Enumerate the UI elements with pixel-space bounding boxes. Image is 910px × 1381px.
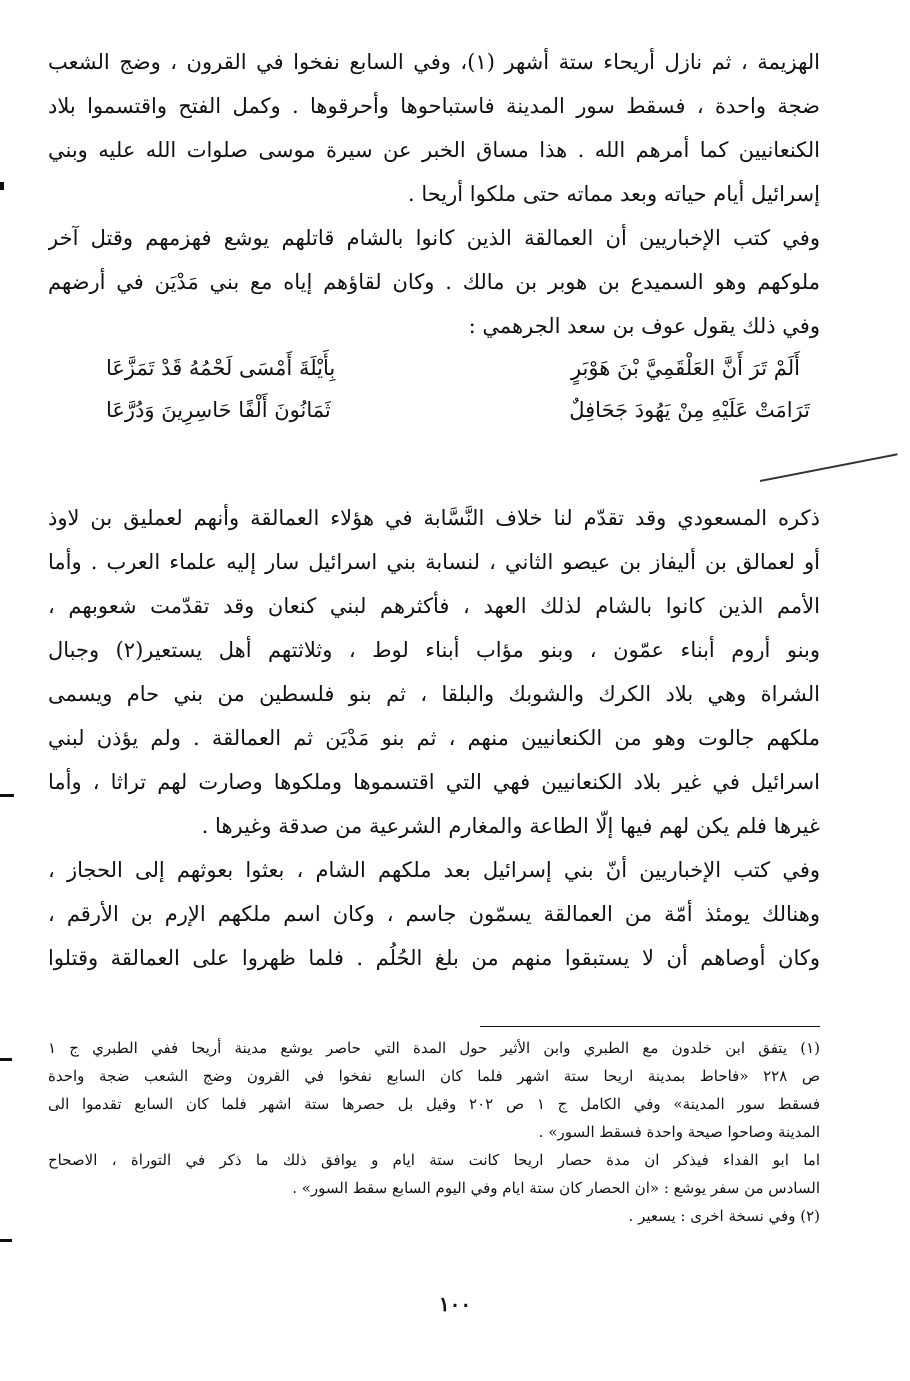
text-line: وفي كتب الإخباريين أن العمالقة الذين كانوا بالشام قاتلهم يوشع فهزمهم وقتل آخر [48, 226, 820, 250]
text-line: الهزيمة ، ثم نازل أريحاء ستة أشهر (١)، وفي السابع نفخوا في القرون ، وضج الشعب [48, 50, 820, 74]
margin-mark [0, 182, 4, 190]
footnote-line: اما ابو الفداء فيذكر ان مدة حصار اريحا كانت ستة ايام و يوافق ذلك ما ذكر في التوراة ، الاصحاح [48, 1151, 820, 1169]
text-line: وفي كتب الإخباريين أنّ بني إسرائيل بعد ملكهم الشام ، بعثوا بعوثهم إلى الحجاز ، [48, 858, 820, 882]
text-line: وهنالك يومئذ أمّة من العمالقة يسمّون جاسم ، وكان اسم ملكهم الإرم بن الأرقم ، [48, 902, 820, 926]
text-line: غيرها فلم يكن لهم فيها إلّا الطاعة والمغارم الشرعية من صدقة وغيرها . [201, 814, 820, 838]
page-number: ١٠٠ [438, 1292, 472, 1316]
text-line: الشراة وهي بلاد الكرك والشوبك والبلقا ، ثم بنو فلسطين من بني حام ويسمى [48, 682, 820, 706]
margin-mark [0, 794, 14, 797]
footnotes [48, 1034, 820, 1230]
footnote-line: فسقط سور المدينة» وفي الكامل ج ١ ص ٢٠٢ وقيل بل حصرها ستة اشهر فلما كان السابع تقدموا الى [48, 1095, 820, 1113]
main-text [48, 40, 820, 980]
footnote-line: ص ٢٢٨ «فاحاط بمدينة اريحا ستة اشهر فلما كان السابع نفخوا في القرون وضج الشعب ضجة واحدة [48, 1067, 820, 1085]
footnote-line: السادس من سفر يوشع : «ان الحصار كان ستة ايام وفي اليوم السابع سقط السور» . [292, 1179, 820, 1197]
text-line: أو لعمالق بن أليفاز بن عيصو الثاني ، لنسابة بني اسرائيل سار إليه علماء العرب . وأما [48, 550, 820, 574]
footnote-divider [480, 1026, 820, 1027]
text-line: وفي ذلك يقول عوف بن سعد الجرهمي : [468, 314, 820, 338]
poem [48, 348, 820, 456]
text-line: ملوكهم وهو السميدع بن هوبر بن مالك . وكان لقاؤهم إياه مع بني مَدْيَن في أرضهم [48, 270, 820, 294]
footnote-line: (١) يتفق ابن خلدون مع الطبري وابن الأثير حول المدة التي حاصر يوشع مدينة أريحا ففي الطبري ج ١ [48, 1039, 820, 1057]
text-line: ذكره المسعودي وقد تقدّم لنا خلاف النَّسَّابة في هؤلاء العمالقة وأنهم لعمليق بن لاوذ [48, 506, 820, 530]
footnote-line: المدينة وصاحوا صيحة واحدة فسقط السور» . [538, 1123, 820, 1141]
footnote-line: (٢) وفي نسخة اخرى : يسعير . [628, 1207, 820, 1225]
poem-verse-2-first-half: تَرَامَتْ عَلَيْهِ مِنْ يَهُودَ جَحَافِلٌ [569, 398, 810, 422]
text-line: الكنعانيين كما أمرهم الله . هذا مساق الخبر عن سيرة موسى صلوات الله عليه وبني [48, 138, 820, 162]
margin-mark [0, 1058, 12, 1061]
poem-verse-2-second-half: ثَمَانُونَ أَلْفًا حَاسِرِينَ وَدُرَّعَا [106, 398, 331, 422]
poem-verse-1-first-half: أَلَمْ تَرَ أَنَّ العَلْقَمِيَّ بْنَ هَوْبَرٍ [570, 356, 800, 380]
margin-mark [0, 1239, 12, 1242]
text-line: وكان أوصاهم أن لا يستبقوا منهم من بلغ الحُلُم . فلما ظهروا على العمالقة وقتلوا [48, 946, 820, 970]
text-line: وبنو أروم أبناء عمّون ، وبنو مؤاب أبناء لوط ، وثلاثتهم أهل يستعير(٢) وجبال [48, 638, 820, 662]
text-line: ملكهم جالوت وهو من الكنعانيين منهم ، ثم بنو مَدْيَن ثم العمالقة . ولم يؤذن لبني [48, 726, 820, 750]
text-line: إسرائيل أيام حياته وبعد مماته حتى ملكوا أريحا . [407, 182, 820, 206]
poem-verse-1-second-half: بِأَيْلَةَ أَمْسَى لَحْمُهُ قَدْ تَمَزَّعَا [106, 356, 336, 380]
text-line: الأمم الذين كانوا بالشام لذلك العهد ، فأكثرهم لبني كنعان وقد تقدّمت شعوبهم ، [48, 594, 820, 618]
text-line: ضجة واحدة ، فسقط سور المدينة فاستباحوها وأحرقوها . وكمل الفتح واقتسموا بلاد [48, 94, 820, 118]
text-line: اسرائيل في غير بلاد الكنعانيين فهي التي اقتسموها وملكوها وصارت لهم تراثا ، وأما [48, 770, 820, 794]
